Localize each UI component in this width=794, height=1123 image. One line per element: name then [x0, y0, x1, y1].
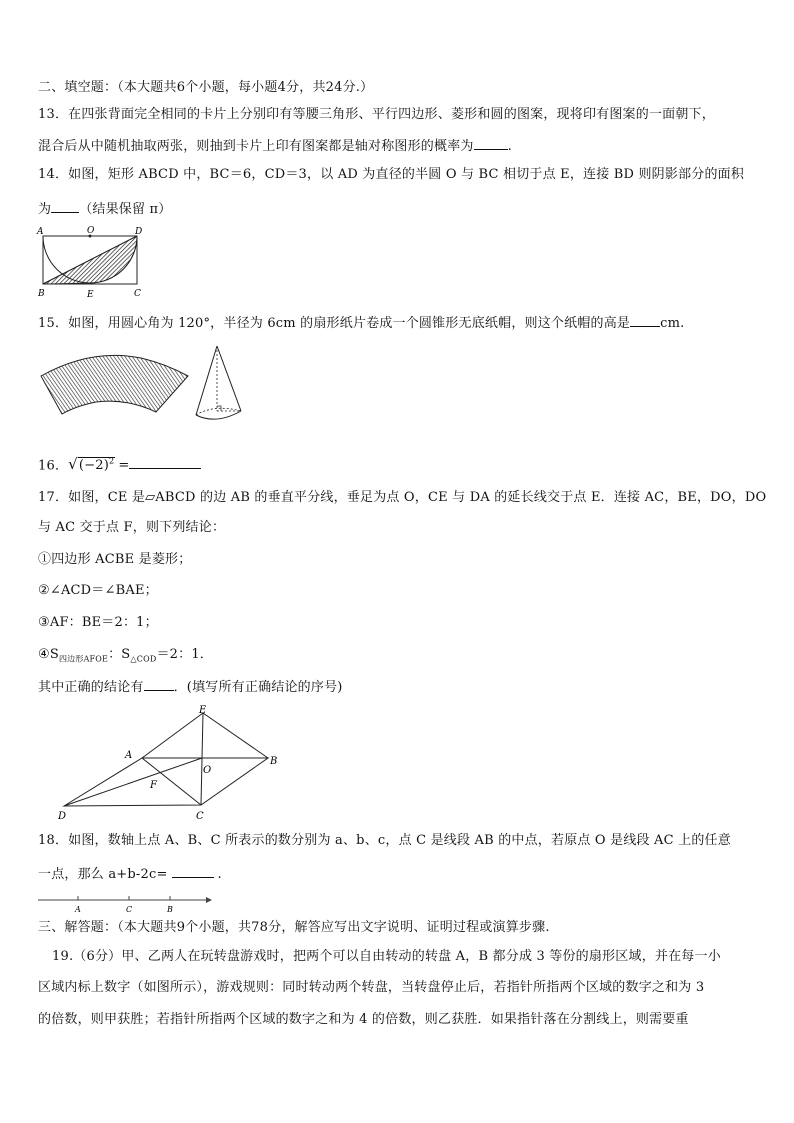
- q17-c4-sub2: △COD: [130, 654, 157, 664]
- q13-answer-blank: [474, 135, 508, 150]
- q15-text: 15．如图，用圆心角为 120°，半径为 6cm 的扇形纸片卷成一个圆锥形无底纸帽，则这个纸帽的高是: [38, 316, 631, 331]
- q18-number-line: [36, 890, 216, 916]
- q16-answer-blank: [129, 454, 201, 469]
- q13-line-2: [38, 135, 512, 156]
- cone-right-edge: [217, 346, 241, 411]
- label-c: C: [196, 811, 204, 822]
- q17-text-a: 其中正确的结论有: [38, 680, 144, 695]
- segment-ea: [142, 713, 203, 758]
- q13-line-1: 13．在四张背面完全相同的卡片上分别印有等腰三角形、平行四边形、菱形和圆的图案，现将印有图案的一面朝下，: [38, 107, 715, 122]
- q17-c4-s2: ：S: [108, 647, 131, 662]
- q17-answer-blank: [144, 676, 174, 691]
- q19-line-1: 19.（6分）甲、乙两人在玩转盘游戏时，把两个可以自由转动的转盘 A，B 都分成 3 等份的扇形区域，并在每一小: [52, 949, 721, 964]
- segment-do: [64, 758, 202, 806]
- cone-base-front: [196, 411, 241, 419]
- label-c: C: [134, 289, 141, 299]
- cone-left-edge: [196, 346, 217, 415]
- label-b: B: [167, 905, 173, 914]
- q17-line-1: 17．如图，CE 是▱ABCD 的边 AB 的垂直平分线，垂足为点 O，CE 与 DA 的延长线交于点 E．连接 AC，BE，DO，DO: [38, 490, 767, 505]
- q17-c4-s1: ④S: [38, 647, 59, 662]
- q16-equals: =: [118, 458, 130, 474]
- q16-radicand: (−2): [78, 458, 110, 474]
- sector-paper: [41, 355, 188, 414]
- q13-text: 混合后从中随机抽取两张，则抽到卡片上印有图案都是轴对称图形的概率为: [38, 139, 474, 154]
- q15-unit: cm.: [660, 316, 685, 331]
- label-o: O: [203, 765, 212, 776]
- q17-line-2: 与 AC 交于点 F，则下列结论：: [38, 520, 226, 535]
- q17-line-3: [38, 676, 343, 697]
- label-f: F: [150, 780, 157, 791]
- q15-sector-and-cone-figure: [36, 340, 256, 440]
- label-c: C: [126, 905, 133, 914]
- q17-conclusion-2: ②∠ACD＝∠BAE；: [38, 583, 158, 598]
- q14-text-b: （结果保留 π）: [79, 202, 172, 217]
- q16-prefix: 16．: [38, 458, 69, 474]
- segment-eb: [203, 713, 268, 758]
- q18-text-a: 一点，那么 a+b-2c=: [38, 867, 168, 882]
- parallelogram-abcd: [64, 758, 268, 806]
- q18-answer-blank: [172, 863, 214, 878]
- label-a: A: [37, 227, 44, 237]
- q17-conclusion-3: ③AF：BE＝2：1；: [38, 615, 158, 630]
- q16-line: [38, 453, 201, 475]
- q17-conclusion-1: ①四边形 ACBE 是菱形；: [38, 552, 192, 567]
- q17-text-b: ．(填写所有正确结论的序号): [173, 680, 343, 695]
- q17-parallelogram-figure: [52, 702, 292, 826]
- sqrt-expression: [68, 455, 115, 474]
- q14-rectangle-figure: [34, 224, 154, 302]
- q18-line-2: [38, 863, 222, 884]
- q14-line-2: [38, 198, 171, 219]
- q16-exponent: 2: [109, 457, 115, 466]
- section-2-title: 二、填空题：（本大题共6个小题，每小题4分，共24分.）: [38, 80, 374, 95]
- q18-line-1: 18．如图，数轴上点 A、B、C 所表示的数分别为 a、b、c，点 C 是线段 AB 的中点，若原点 O 是线段 AC 上的任意: [38, 833, 731, 848]
- label-a: A: [75, 905, 81, 914]
- label-o: O: [87, 226, 95, 236]
- segment-ec: [201, 713, 203, 805]
- q14-line-1: 14．如图，矩形 ABCD 中，BC＝6，CD＝3，以 AD 为直径的半圆 O 与 BC 相切于点 E，连接 BD 则阴影部分的面积: [38, 167, 745, 182]
- label-b: B: [38, 289, 45, 299]
- label-d: D: [135, 227, 143, 237]
- q17-c4-ratio: ＝2：1．: [156, 647, 214, 662]
- label-e: E: [87, 290, 94, 300]
- arrow-right-icon: [206, 897, 212, 903]
- q18-text-b: .: [217, 867, 222, 882]
- q14-answer-blank: [51, 198, 79, 213]
- label-b: B: [270, 756, 278, 767]
- radical-sign-icon: √: [68, 455, 78, 474]
- q17-conclusion-4: [38, 646, 213, 669]
- label-a: A: [125, 750, 133, 761]
- q17-c4-sub1: 四边形AFOE: [58, 654, 109, 664]
- label-e: E: [199, 705, 207, 716]
- q13-end: .: [507, 139, 512, 154]
- label-d: D: [58, 811, 67, 822]
- section-3-title: 三、解答题：（本大题共9个小题，共78分，解答应写出文字说明、证明过程或演算步骤.: [38, 920, 550, 935]
- q14-text-a: 为: [38, 202, 52, 217]
- q15-line-1: [38, 312, 684, 333]
- q19-line-2: 区域内标上数字（如图所示），游戏规则：同时转动两个转盘，当转盘停止后，若指针所指两个区域的数字之和为 3: [38, 980, 705, 995]
- q15-answer-blank: [630, 312, 660, 327]
- q19-line-3: 的倍数，则甲获胜；若指针所指两个区域的数字之和为 4 的倍数，则乙获胜．如果指针落在分割线上，则需要重: [38, 1012, 689, 1027]
